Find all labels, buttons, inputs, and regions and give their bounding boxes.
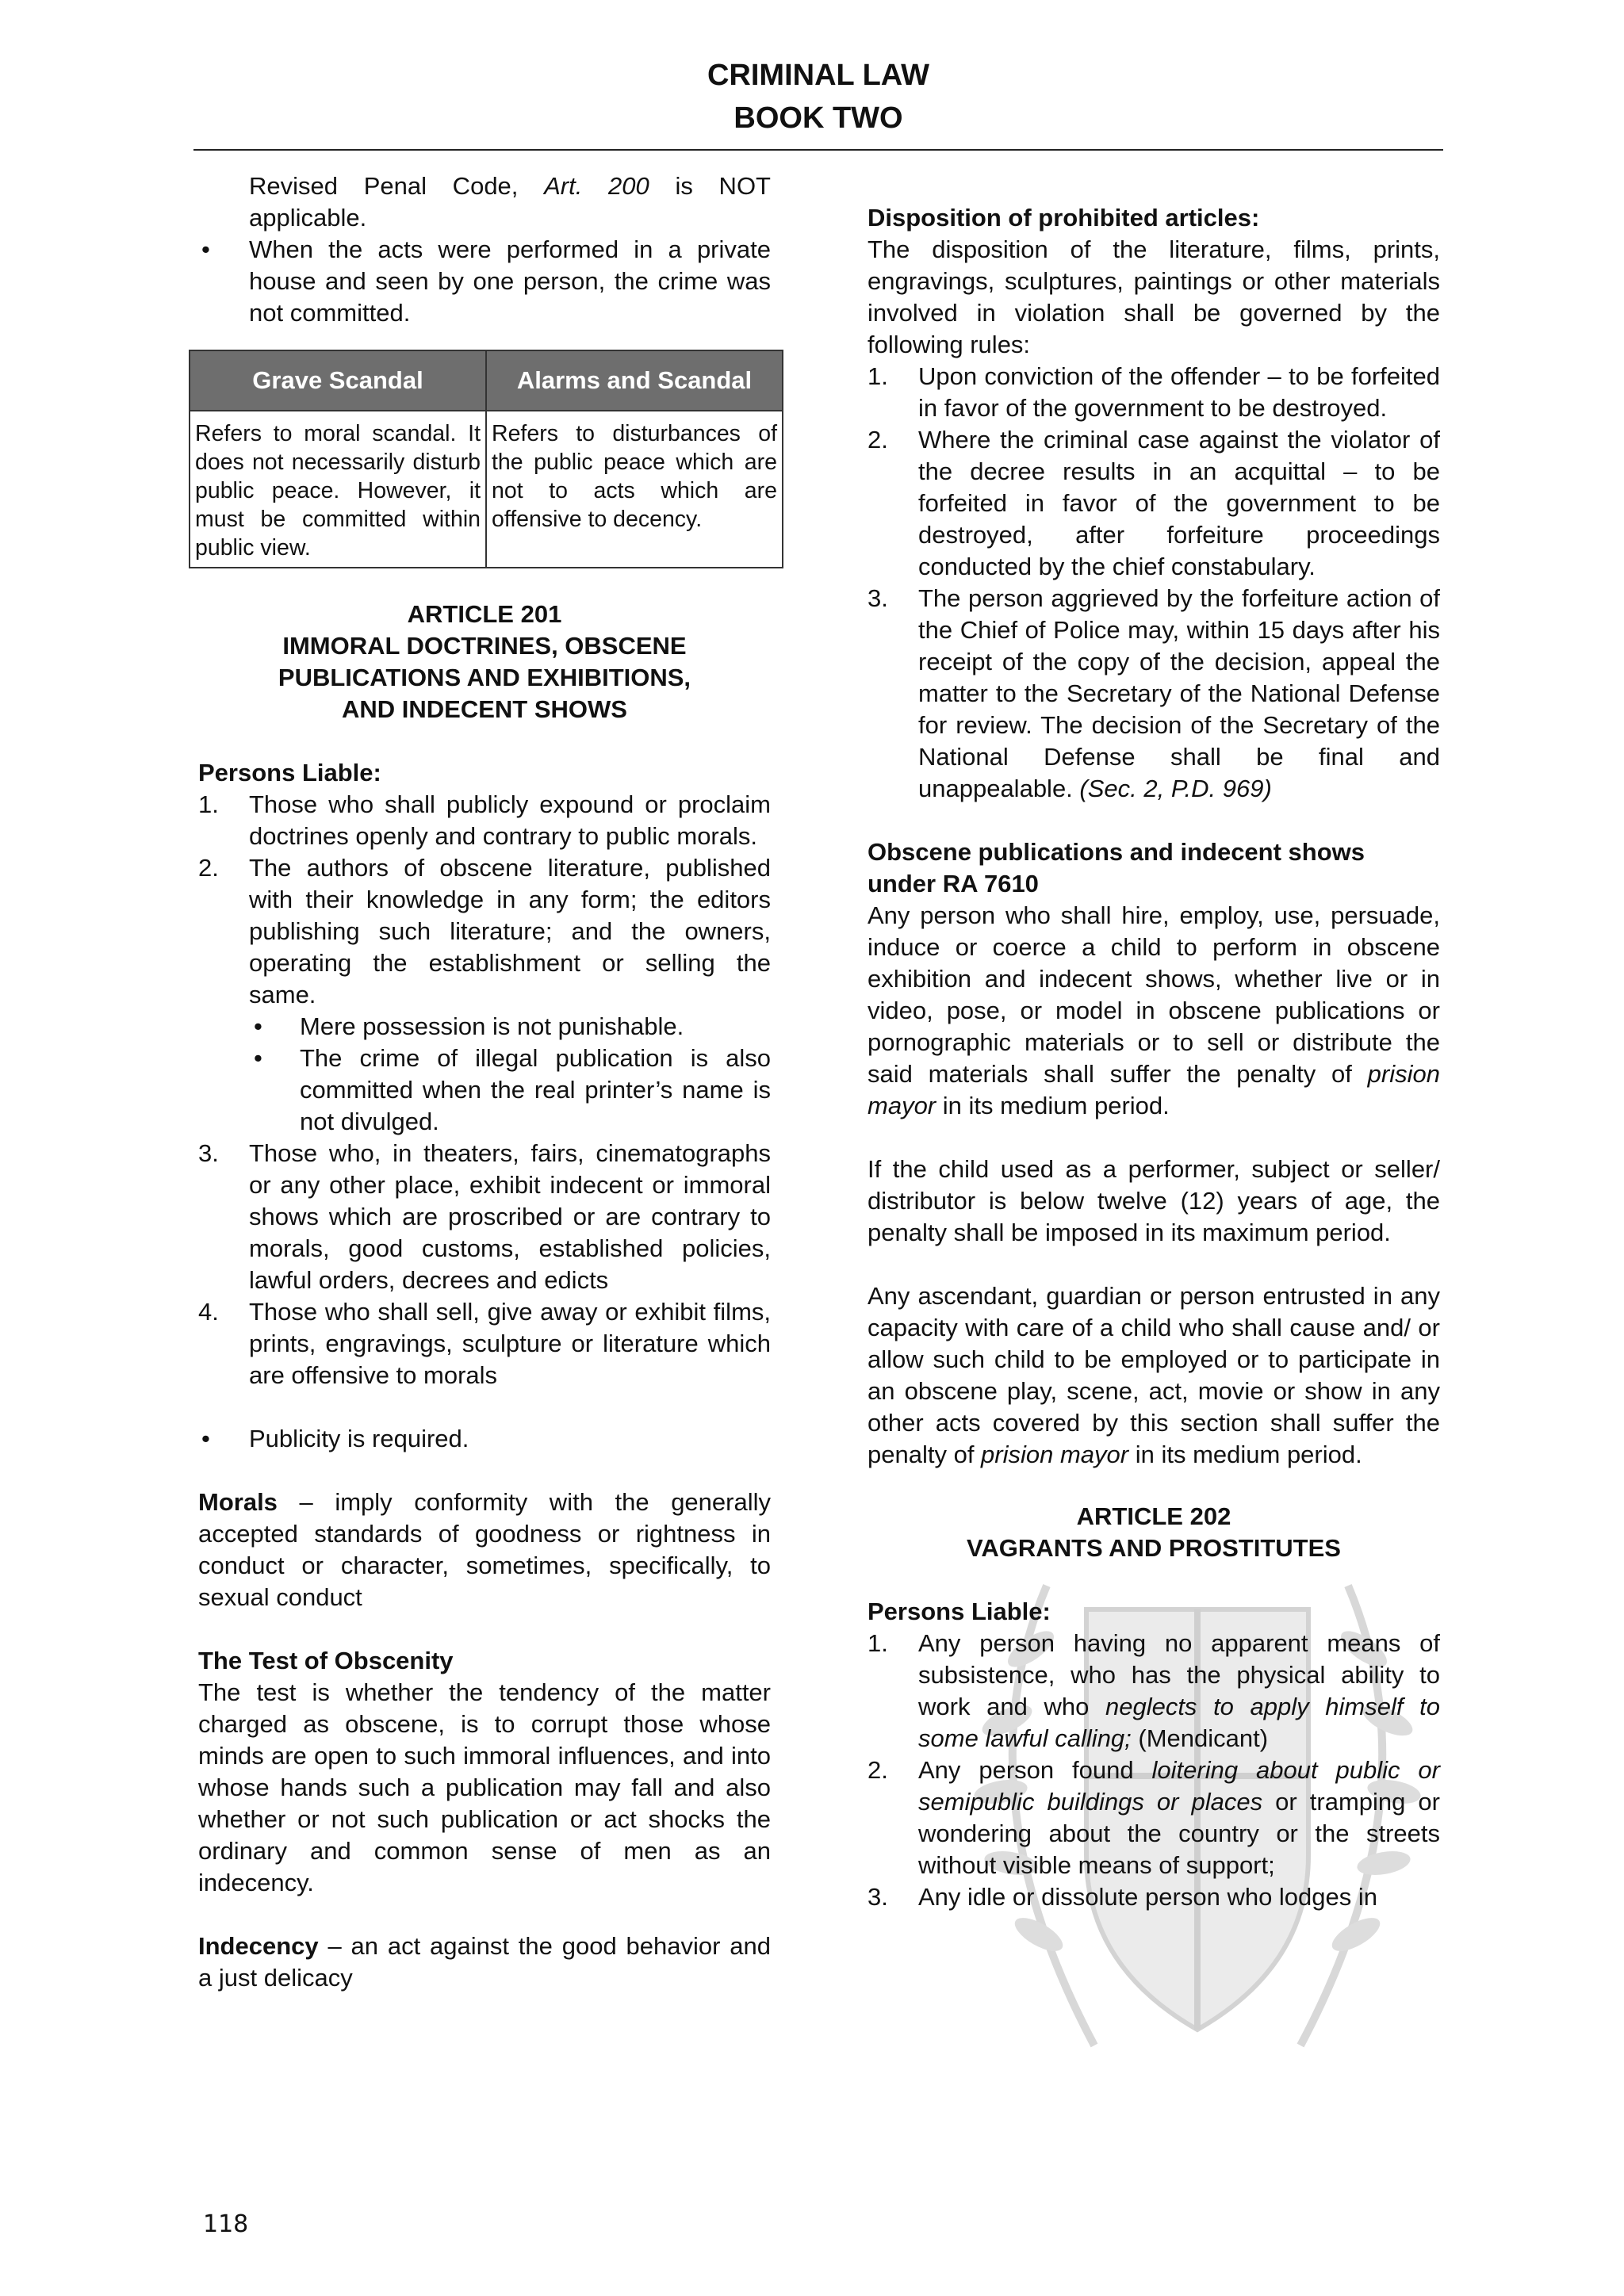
page-header [193,49,1443,151]
text-fragment: in its medium period. [936,1092,1170,1119]
list-item [868,1881,1440,1913]
list-item [198,1296,771,1391]
item-number: 1. [868,1629,888,1657]
list-item [868,583,1440,805]
article-reference: Art. 200 [544,172,649,200]
table-cell-grave-scandal: Refers to moral scandal. It does not necessarily disturb public peace. However, it must be committed within public view. [190,411,486,568]
article-202-title [868,1501,1440,1564]
page-number: 118 [203,2210,249,2238]
text-fragment: Revised Penal Code, [249,172,545,200]
table-header-alarms-scandal: Alarms and Scandal [486,350,783,411]
list-item [868,424,1440,583]
paragraph [868,1280,1440,1471]
definition-text: – imply conformity with the generally accepted standards of goodness or rightness in conduct or character, sometimes, specifically, to sexual conduct [198,1488,771,1611]
item-number: 2. [198,854,219,882]
item-number: 3. [868,1883,888,1911]
article-201-title [198,599,771,725]
left-column [195,170,777,1994]
paragraph: The disposition of the literature, films, prints, engravings, sculptures, paintings or other materials involved in violation shall be governed by the following rules: [868,235,1440,358]
bullet-text: The crime of illegal publication is also committed when the real printer’s name is not divulged. [300,1044,771,1135]
text-fragment: is NOT applicable. [249,172,771,232]
bullet-text: Publicity is required. [249,1425,469,1452]
table-header-grave-scandal: Grave Scandal [190,350,486,411]
article-number: ARTICLE 201 [407,600,562,628]
list-item [198,789,771,852]
text-fragment: Any person who shall hire, employ, use, persuade, induce or coerce a child to perform in obscene exhibition and indecent shows, whether live or in video, pose, or model in obscene publications or pornographic materials or to sell or distribute the said materials shall suffer the penalty of [868,901,1440,1088]
list-item [198,852,771,1011]
bullet-icon: • [201,235,210,263]
item-text: Those who, in theaters, fairs, cinematographs or any other place, exhibit indecent or immoral shows which are proscribed or are contrary to morals, good customs, established policies, lawful orders, decrees and edicts [249,1139,771,1294]
article-title-line: VAGRANTS AND PROSTITUTES [967,1534,1341,1562]
list-item [198,234,771,329]
section-heading: under RA 7610 [868,870,1039,897]
bullet-text: When the acts were performed in a private house and seen by one person, the crime was not committed. [249,235,771,327]
text-fragment: loitering about public or semipublic buildings or places [918,1756,1440,1816]
list-item [198,1138,771,1296]
text-fragment: Any person having no apparent means of subsistence, who has the physical ability to work and who [918,1629,1440,1720]
list-item [198,1423,771,1455]
definition-paragraph [198,1487,771,1613]
item-number: 3. [868,584,888,612]
definition-text: – an act against the good behavior and a just delicacy [198,1932,771,1992]
defined-term: Morals [198,1488,278,1516]
sub-list-item [198,1043,771,1138]
definition-paragraph [198,1931,771,1994]
paragraph: If the child used as a performer, subject or seller/ distributor is below twelve (12) years of age, the penalty shall be imposed in its maximum period. [868,1155,1440,1246]
item-number: 2. [868,426,888,453]
item-number: 1. [198,790,219,818]
item-number: 3. [198,1139,219,1167]
sub-list-item [198,1011,771,1043]
bullet-icon: • [254,1044,262,1072]
list-item [868,361,1440,424]
section-heading: Persons Liable: [198,759,381,786]
paragraph [868,900,1440,1122]
penalty-term: prision mayor [981,1441,1129,1468]
comparison-table [189,350,783,568]
text-fragment: (Mendicant) [1131,1724,1269,1752]
article-title-line: IMMORAL DOCTRINES, OBSCENE [282,632,687,660]
bullet-icon: • [254,1012,262,1040]
article-number: ARTICLE 202 [1076,1502,1231,1530]
section-heading: Persons Liable: [868,1598,1051,1625]
header-title: CRIMINAL LAW [707,59,930,92]
text-fragment: in its medium period. [1128,1441,1362,1468]
bullet-text: Mere possession is not punishable. [300,1012,684,1040]
table-cell-alarms-scandal: Refers to disturbances of the public peace which are not to acts which are offensive to decency. [486,411,783,568]
item-number: 2. [868,1756,888,1784]
article-title-line: AND INDECENT SHOWS [342,695,627,723]
text-fragment: or tramping or wondering about the country or the streets without visible means of support; [918,1788,1440,1879]
continued-paragraph [198,170,771,234]
item-text: Upon conviction of the offender – to be forfeited in favor of the government to be destroyed. [918,362,1440,422]
defined-term: Indecency [198,1932,319,1960]
list-item [868,1628,1440,1755]
item-text: Any idle or dissolute person who lodges in [918,1883,1378,1911]
item-text: The authors of obscene literature, published with their knowledge in any form; the editors publishing such literature; and the owners, operating the establishment or selling the same. [249,854,771,1008]
text-fragment: Any ascendant, guardian or person entrusted in any capacity with care of a child who shall cause and/ or allow such child to be employed or to participate in an obscene play, scene, act, movie or show in any other acts covered by this section shall suffer the penalty of [868,1282,1440,1468]
bullet-icon: • [201,1425,210,1452]
item-text: Those who shall publicly expound or proclaim doctrines openly and contrary to public morals. [249,790,771,850]
header-subtitle: BOOK TWO [733,101,903,135]
item-number: 1. [868,362,888,390]
item-number: 4. [198,1298,219,1326]
list-item [868,1755,1440,1881]
citation: (Sec. 2, P.D. 969) [1079,775,1272,802]
right-column [868,202,1440,1913]
section-heading: Obscene publications and indecent shows [868,838,1365,866]
text-fragment: Any person found [918,1756,1152,1784]
item-text: Where the criminal case against the violator of the decree results in an acquittal – to be forfeited in favor of the government to be destroyed, after forfeiture proceedings conducted by the chief constabulary. [918,426,1440,580]
paragraph: The test is whether the tendency of the matter charged as obscene, is to corrupt those whose minds are open to such immoral influences, and into whose hands such a publication may fall and also whether or not such publication or act shocks the ordinary and common sense of men as an indecency. [198,1678,771,1896]
section-heading: Disposition of prohibited articles: [868,204,1260,232]
section-heading: The Test of Obscenity [198,1647,454,1674]
article-title-line: PUBLICATIONS AND EXHIBITIONS, [278,664,691,691]
item-text: The person aggrieved by the forfeiture action of the Chief of Police may, within 15 days after his receipt of the copy of the decision, appeal the matter to the Secretary of the National Defense for review. The decision of the Secretary of the National Defense shall be final and unappealable. [918,584,1440,802]
penalty-term: prision mayor [868,1060,1440,1119]
item-text: Those who shall sell, give away or exhibit films, prints, engravings, sculpture or literature which are offensive to morals [249,1298,771,1389]
text-fragment: neglects to apply himself to some lawful calling; [918,1693,1440,1752]
